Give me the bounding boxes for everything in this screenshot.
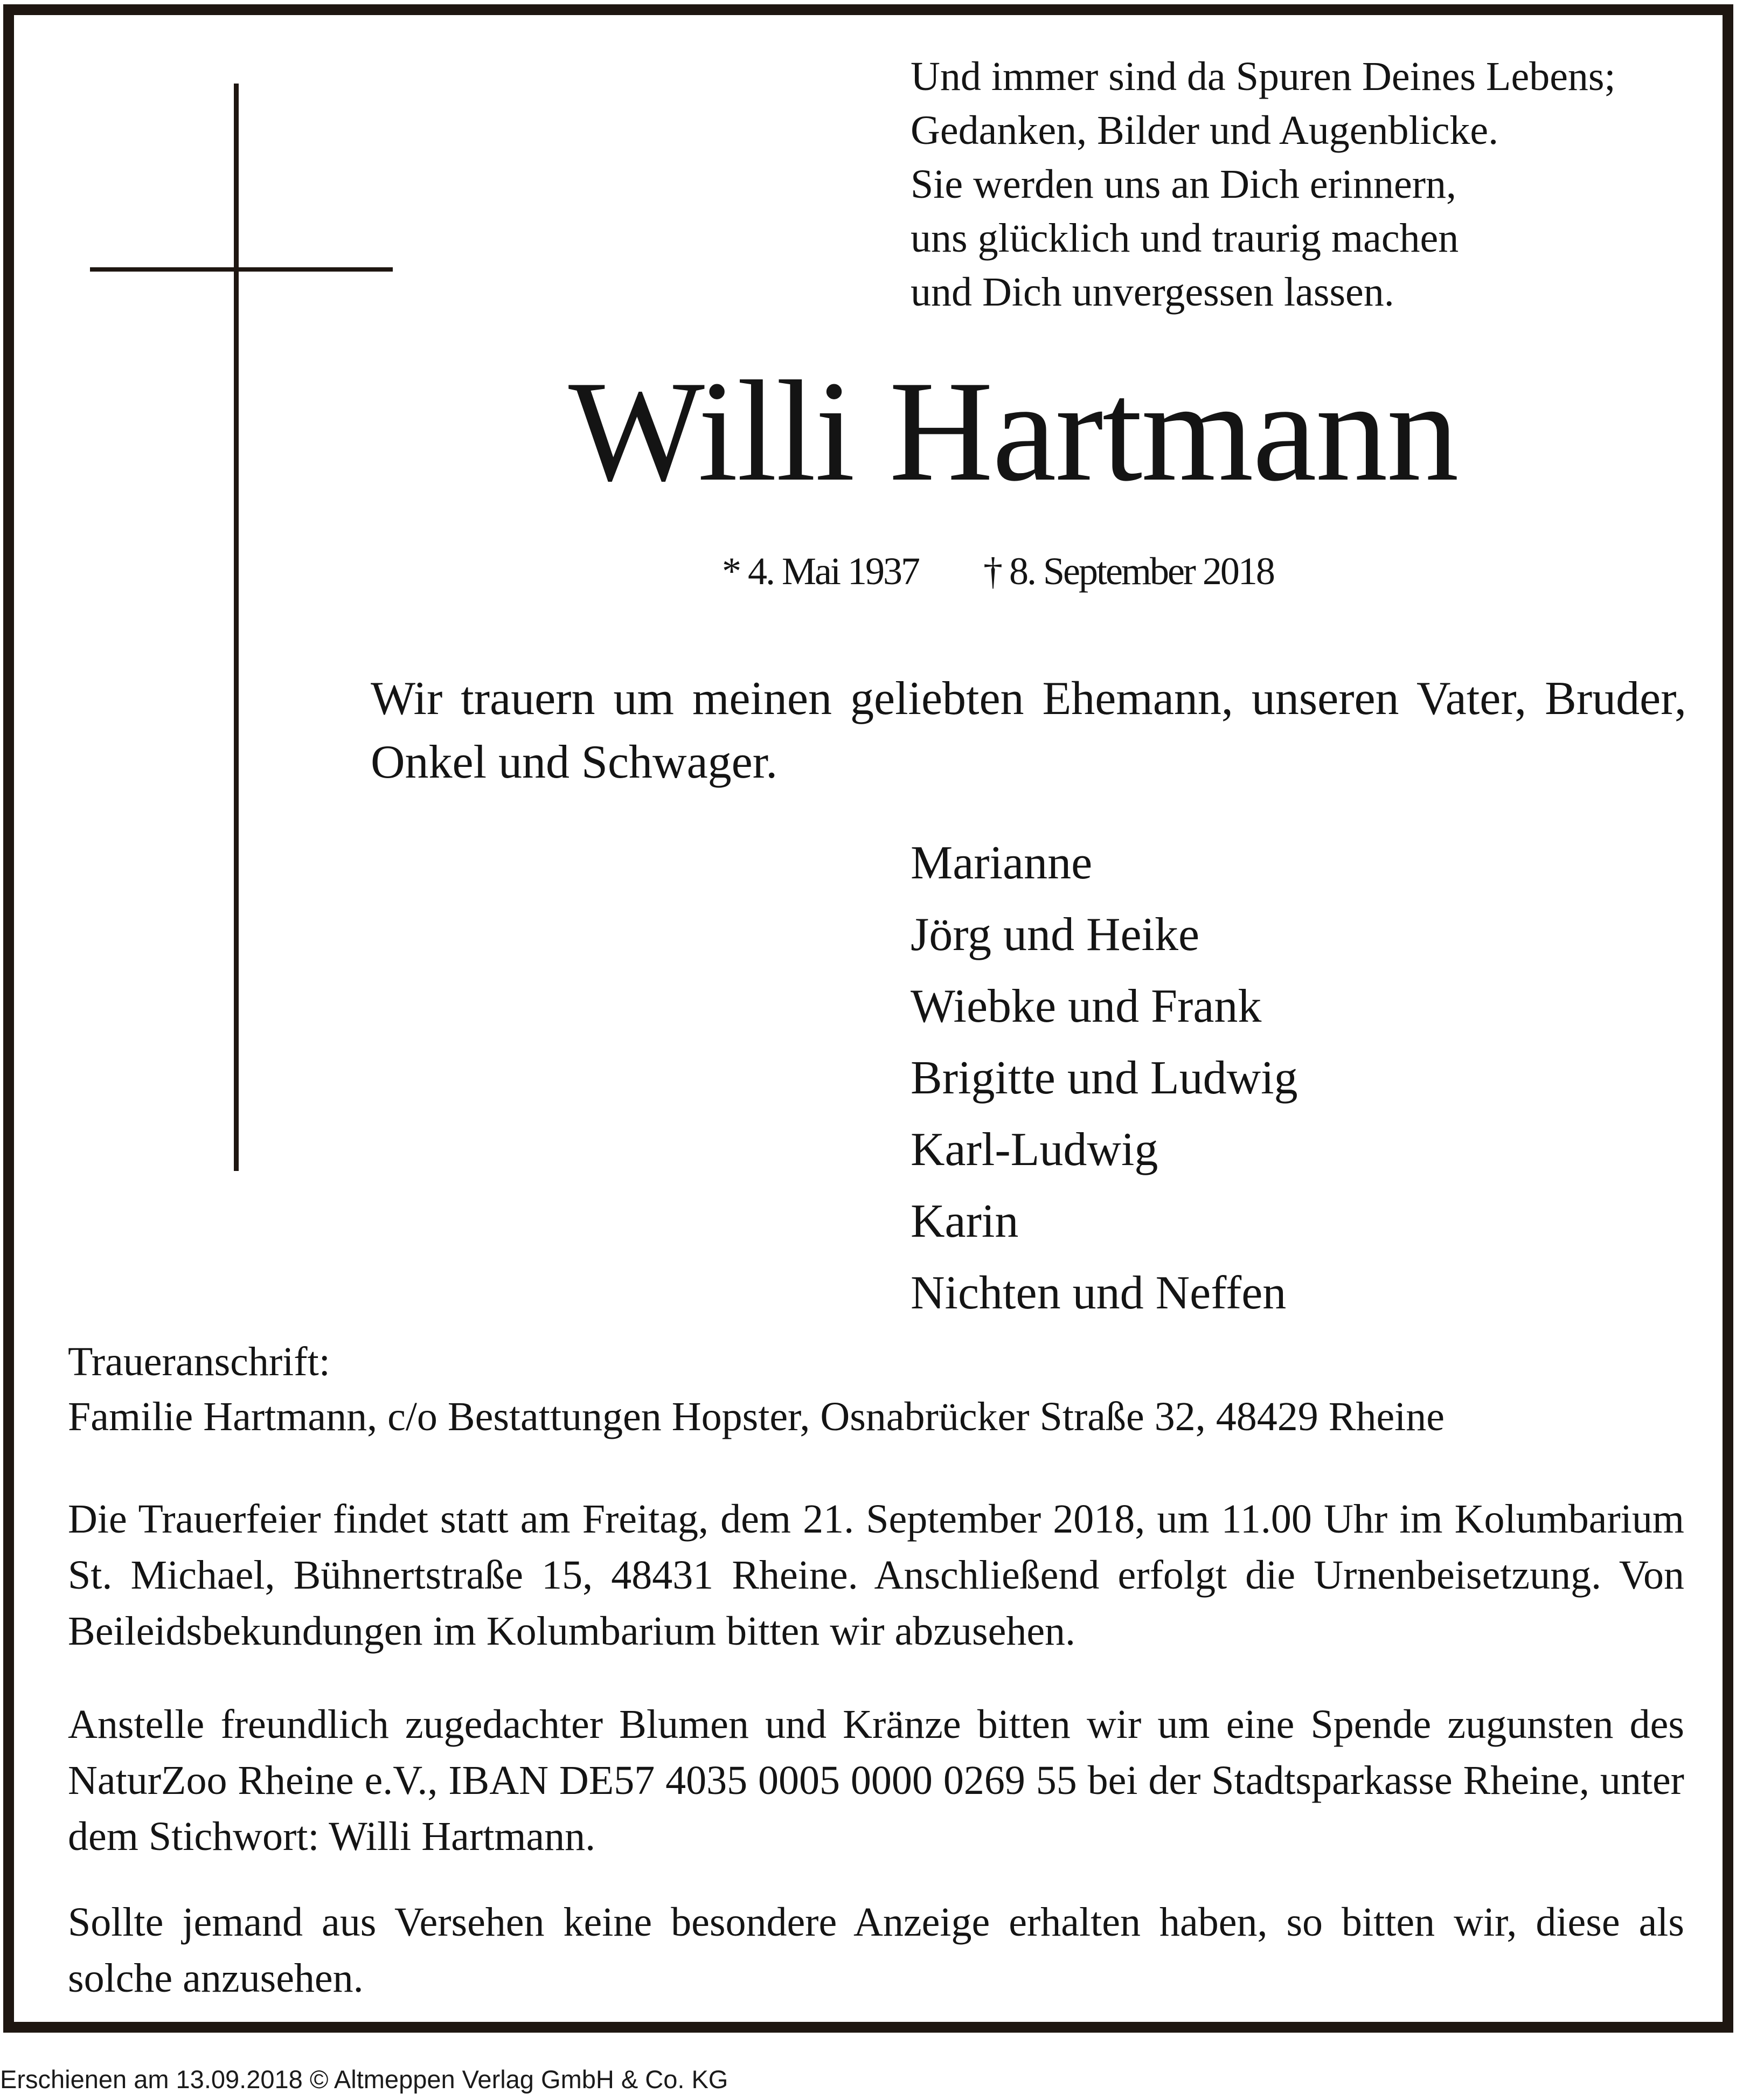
address-text: Familie Hartmann, c/o Bestattungen Hopster, Osnabrücker Straße 32, 48429 Rheine — [68, 1394, 1445, 1439]
mourning-statement: Wir trauern um meinen geliebten Ehemann, unseren Vater, Bruder, Onkel und Schwager. — [371, 673, 1686, 788]
poem-line: Gedanken, Bilder und Augenblicke. — [911, 108, 1499, 153]
deceased-name: Willi Hartmann — [568, 351, 1458, 511]
death-date: † 8. September 2018 — [983, 550, 1274, 593]
family-member: Brigitte und Ludwig — [911, 1052, 1298, 1104]
publication-footer: Erschienen am 13.09.2018 © Altmeppen Verlag GmbH & Co. KG — [0, 2065, 728, 2094]
family-member: Karin — [911, 1195, 1019, 1247]
family-member: Marianne — [911, 837, 1093, 889]
memorial-poem — [911, 50, 1616, 319]
family-list — [911, 827, 1298, 1329]
family-member: Karl-Ludwig — [911, 1124, 1158, 1176]
poem-line: Und immer sind da Spuren Deines Lebens; — [911, 54, 1616, 99]
address-label: Traueranschrift: — [68, 1339, 330, 1384]
birth-date: * 4. Mai 1937 — [722, 550, 919, 593]
life-dates — [722, 544, 1274, 598]
notice-paragraph: Sollte jemand aus Versehen keine besondere Anzeige erhalten haben, so bitten wir, diese als solche anzusehen. — [68, 1900, 1684, 2001]
poem-line: uns glücklich und traurig machen — [911, 216, 1459, 261]
cross-vertical-bar — [234, 84, 239, 1171]
donation-paragraph: Anstelle freundlich zugedachter Blumen und Kränze bitten wir um eine Spende zugunsten des NaturZoo Rheine e.V., IBAN DE57 4035 0005 0000 0269 55 bei der Stadtsparkasse Rheine, unter dem Stichwort: Willi Hartmann. — [68, 1702, 1684, 1859]
cross-horizontal-bar — [90, 267, 393, 272]
family-member: Nichten und Neffen — [911, 1267, 1287, 1319]
poem-line: Sie werden uns an Dich erinnern, — [911, 162, 1457, 207]
family-member: Wiebke und Frank — [911, 980, 1262, 1032]
poem-line: und Dich unvergessen lassen. — [911, 269, 1394, 315]
family-member: Jörg und Heike — [911, 909, 1200, 961]
ceremony-paragraph: Die Trauerfeier findet statt am Freitag, dem 21. September 2018, um 11.00 Uhr im Kolumbarium St. Michael, Bühnertstraße 15, 48431 Rheine. Anschließend erfolgt die Urnenbeisetzung. Von Beileidsbekundungen im Kolumbarium bitten wir abzusehen. — [68, 1496, 1684, 1654]
